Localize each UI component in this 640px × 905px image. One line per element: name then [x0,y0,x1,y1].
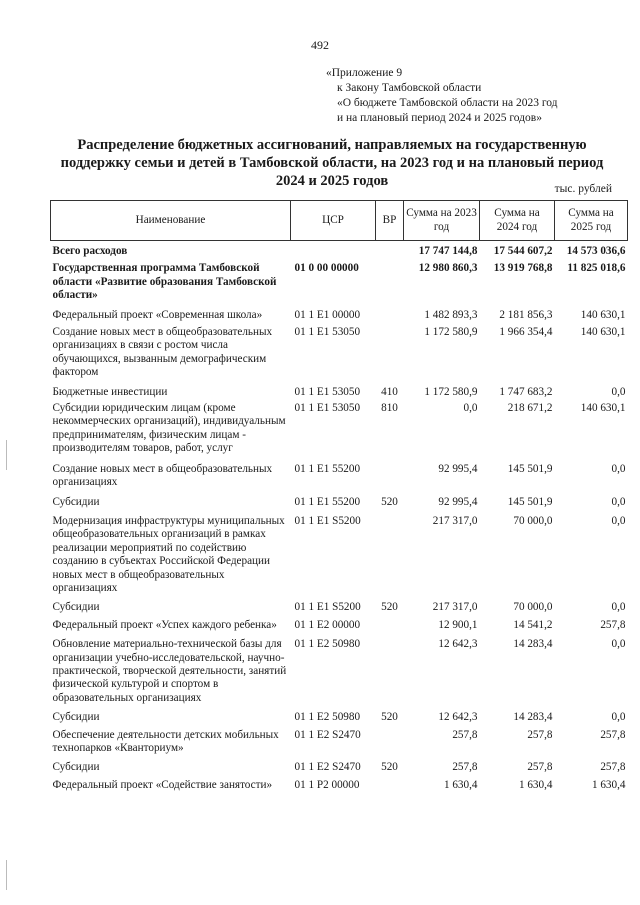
row-amount-2023: 12 980 860,3 [418,262,478,275]
row-vr: 810 [381,402,398,415]
row-name: Обновление материально-технической базы для организации учебно-исследовательской, научно-практической, творческой деятельности, занятий физической культурой и спортом в образовательных организациях [52,638,287,704]
row-amount-2023: 217 317,0 [432,601,478,614]
row-amount-2025: 257,8 [600,761,626,774]
row-vr [376,509,404,595]
row-amount-2023: 92 995,4 [438,495,478,508]
row-name: Субсидии [52,601,100,614]
row-amount-2024: 257,8 [527,728,553,741]
row-vr [376,258,404,302]
budget-table [50,200,628,792]
row-amount-2023: 1 172 580,9 [424,385,478,398]
row-amount-2024: 1 747 683,2 [499,385,553,398]
row-name: Создание новых мест в общеобразовательных организациях в связи с ростом числа обучающихся, вызванным демографическим фактором [52,326,273,379]
row-vr [376,632,404,705]
row-amount-2024: 145 501,9 [507,462,553,475]
row-amount-2024: 14 283,4 [513,711,553,724]
row-name: Федеральный проект «Содействие занятости» [52,778,273,791]
row-amount-2023: 1 482 893,3 [424,308,478,321]
row-amount-2025: 257,8 [600,618,626,631]
table-row [51,399,628,456]
table-row [51,775,628,792]
row-csr: 01 1 E2 S2470 [294,761,361,774]
row-amount-2024: 218 671,2 [507,402,553,415]
row-name: Обеспечение деятельности детских мобильных технопарков «Кванториум» [52,728,279,754]
row-amount-2025: 140 630,1 [580,326,626,339]
row-csr: 01 1 E2 50980 [294,711,361,724]
appendix-line: к Закону Тамбовской области [337,82,482,94]
row-name: Модернизация инфраструктуры муниципальных общеобразовательных организаций в рамках реализации мероприятий по содействию созданию в субъектах Российской Федерации новых мест в общеобразовательных организациях [52,514,285,594]
table-row [51,490,628,509]
row-csr: 01 1 E2 00000 [294,618,361,631]
row-amount-2024: 70 000,0 [513,514,553,527]
row-csr: 01 1 E1 00000 [294,308,361,321]
row-amount-2024: 14 283,4 [513,638,553,651]
row-amount-2025: 257,8 [600,728,626,741]
table-row [51,258,628,302]
row-amount-2024: 17 544 607,2 [493,245,553,257]
row-csr: 01 1 E2 50980 [294,638,361,651]
row-vr: 410 [381,385,398,398]
row-amount-2023: 17 747 144,8 [418,245,478,257]
row-name: Субсидии [52,761,100,774]
row-vr [376,241,404,259]
row-amount-2025: 140 630,1 [580,308,626,321]
row-name: Субсидии [52,495,100,508]
table-body [51,241,628,793]
margin-mark [6,440,7,470]
row-name: Государственная программа Тамбовской области «Развитие образования Тамбовской области» [52,262,277,302]
table-row [51,456,628,490]
row-vr [376,303,404,322]
row-csr: 01 1 E1 55200 [294,462,361,475]
row-vr [376,725,404,756]
header-2025: Сумма на 2025 год [555,201,628,241]
table-row [51,303,628,322]
row-vr [376,775,404,792]
page-number: 492 [311,38,329,52]
row-name: Федеральный проект «Успех каждого ребенка» [52,618,277,631]
row-amount-2023: 0,0 [463,402,478,415]
row-amount-2025: 0,0 [611,462,626,475]
table-header-row [51,201,628,241]
row-amount-2023: 217 317,0 [432,514,478,527]
row-amount-2023: 12 900,1 [438,618,478,631]
row-amount-2023: 92 995,4 [438,462,478,475]
row-csr: 01 1 E1 53050 [294,402,361,415]
row-amount-2024: 14 541,2 [513,618,553,631]
row-name: Создание новых мест в общеобразовательных организациях [52,462,273,489]
row-vr: 520 [381,495,398,508]
document-title: Распределение бюджетных ассигнований, направляемых на государственную поддержку семьи и детей в Тамбовской области, на 2023 год и на плановый период 2024 и 2025 годов [60,137,604,189]
row-amount-2023: 1 630,4 [443,778,478,791]
row-amount-2025: 0,0 [611,514,626,527]
row-csr: 01 0 00 00000 [294,262,359,275]
row-amount-2025: 11 825 018,6 [567,262,626,275]
table-row [51,509,628,595]
row-amount-2025: 140 630,1 [580,402,626,415]
row-amount-2024: 1 966 354,4 [499,326,553,339]
row-vr [376,456,404,490]
row-name: Всего расходов [52,245,128,257]
row-amount-2023: 12 642,3 [438,711,478,724]
table-row [51,632,628,705]
header-name: Наименование [51,201,291,241]
margin-mark [6,860,7,890]
row-amount-2023: 257,8 [452,728,478,741]
row-amount-2024: 13 919 768,8 [493,262,553,275]
appendix-line: «Приложение 9 [326,67,403,79]
table-row [51,595,628,614]
row-csr: 01 1 P2 00000 [294,778,360,791]
row-name: Федеральный проект «Современная школа» [52,308,263,321]
table-row [51,380,628,399]
row-name: Субсидии юридическим лицам (кроме некоммерческих организаций), индивидуальным предпринимателям, физическим лицам - производителям товаров, работ, услуг [52,402,286,455]
row-csr: 01 1 E1 53050 [294,385,361,398]
row-vr [376,615,404,632]
table-row [51,755,628,774]
row-vr [376,322,404,380]
row-name: Субсидии [52,711,100,724]
row-vr: 520 [381,761,398,774]
appendix-header [326,66,558,126]
row-vr: 520 [381,601,398,614]
row-vr: 520 [381,711,398,724]
appendix-line: «О бюджете Тамбовской области на 2023 год [337,97,558,109]
row-amount-2025: 0,0 [611,385,626,398]
row-amount-2023: 12 642,3 [438,638,478,651]
table-row [51,615,628,632]
header-csr: ЦСР [291,201,376,241]
row-csr [291,241,376,259]
units-label: тыс. рублей [554,183,612,195]
row-amount-2025: 14 573 036,6 [566,245,626,257]
row-amount-2025: 1 630,4 [591,778,626,791]
row-name: Бюджетные инвестиции [52,385,168,398]
row-csr: 01 1 E1 S5200 [294,514,361,527]
table-row [51,725,628,756]
row-amount-2024: 2 181 856,3 [499,308,553,321]
row-csr: 01 1 E1 S5200 [294,601,361,614]
header-2023: Сумма на 2023 год [404,201,480,241]
appendix-line: и на плановый период 2024 и 2025 годов» [337,112,542,124]
row-csr: 01 1 E2 S2470 [294,728,361,741]
row-amount-2024: 70 000,0 [513,601,553,614]
row-amount-2025: 0,0 [611,495,626,508]
row-csr: 01 1 E1 55200 [294,495,361,508]
row-amount-2023: 257,8 [452,761,478,774]
row-amount-2025: 0,0 [611,601,626,614]
row-amount-2023: 1 172 580,9 [424,326,478,339]
row-amount-2024: 257,8 [527,761,553,774]
table-row [51,241,628,259]
row-amount-2024: 145 501,9 [507,495,553,508]
row-amount-2024: 1 630,4 [518,778,553,791]
row-amount-2025: 0,0 [611,638,626,651]
table-row [51,322,628,380]
header-2024: Сумма на 2024 год [480,201,555,241]
header-vr: ВР [376,201,404,241]
row-amount-2025: 0,0 [611,711,626,724]
table-row [51,705,628,724]
row-csr: 01 1 E1 53050 [294,326,361,339]
